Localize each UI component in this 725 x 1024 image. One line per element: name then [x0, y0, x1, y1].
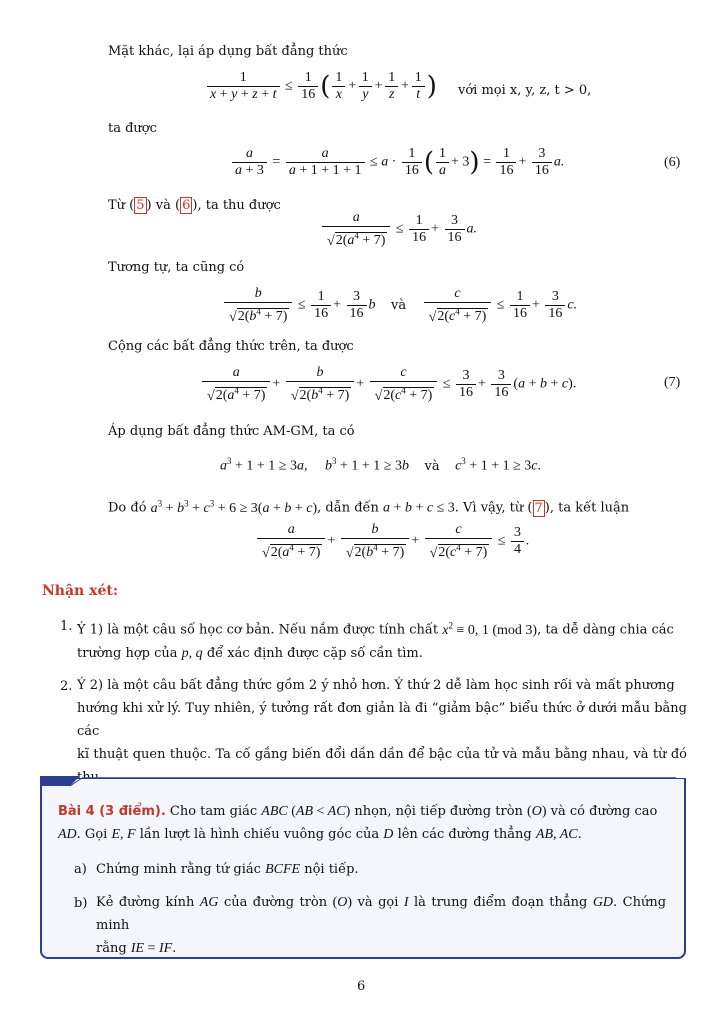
remark-1: Ý 1) là một câu số học cơ bản. Nếu nắm được tính chất $x^2 \equiv 0$, 1 (mod 3), ta dễ dàng chia các trường hợp của p, q để xác định được cặp số cần tìm.: [77, 620, 674, 661]
part-b-text-5: . Chứng minh: [96, 895, 667, 933]
inequality-a: a √ $2(a^4 + 7)$ ≤ $\frac{1}{16}$ + $\frac{3}{16}$ a.: [320, 210, 477, 249]
condition-text: với mọi x, y, z, t > 0,: [458, 83, 592, 98]
remark-1-a: Ý 1) là một câu số học cơ bản. Nếu nắm được tính chất: [77, 622, 439, 638]
conclusion-b: , dẫn đến: [317, 500, 379, 516]
part-b-text-3: và gọi: [357, 895, 399, 910]
inequality-b-c: b √ $2(b^4 + 7)$ ≤ $\frac{1}{16}$ + $\frac{3}{16}$ b và c √ $2(c^4 + 7)$ ≤ $\frac{1}{16}$ + $\frac{3}{16}$ c.: [222, 286, 577, 325]
remark-1-b: , ta dễ dàng chia các: [537, 622, 674, 638]
final-inequality: a √ $2(a^4 + 7)$ + b √ $2(b^4 + 7)$ + c √ $2(c^4 + 7)$ ≤ $\frac{3}{4}$ .: [255, 522, 529, 561]
part-b-text-1: Kẻ đường kính: [96, 895, 195, 910]
ref-7[interactable]: 7: [534, 500, 543, 516]
problem-box-header-decoration: [40, 776, 684, 788]
similarly-text: Tương tự, ta cũng có: [108, 260, 245, 275]
problem-text-a: Cho tam giác: [169, 804, 258, 819]
problem-text-e: lần lượt là hình chiếu vuông góc của: [139, 827, 380, 842]
adding-text: Cộng các bất đẳng thức trên, ta được: [108, 339, 354, 354]
equation-6: $\frac{a}{a + 3}$ = $\frac{a}{a + 1 + 1 + 1}$ ≤ a · $\frac{1}{16}$ ( $\frac{1}{a}$ + 3) = $\frac{1}{16}$ + $\frac{3}{16}$ a.: [230, 146, 564, 179]
problem-statement: Bài 4 (3 điểm). Cho tam giác ABC (AB < AC) nhọn, nội tiếp đường tròn (O) và có đường cao AD. Gọi E, F lần lượt là hình chiếu vuông góc của D lên các đường thẳng AB, AC.: [58, 804, 658, 842]
equation-7-number: (7): [664, 375, 681, 390]
inequality-harmonic: $\frac{1}{x + y + z + t}$ ≤ $\frac{1}{16}$ ( $\frac{1}{x}$ + $\frac{1}{y}$ + $\frac{1}{z}$ + $\frac{1}{t}$ ): [205, 70, 437, 103]
remark-2-line: kĩ thuật quen thuộc. Ta cố gắng biến đổi dần dần để bậc của tử và mẫu bằng nhau, và từ đó: [77, 747, 687, 762]
we-get-label: , ta thu được: [197, 198, 281, 213]
remark-1-number: 1.: [60, 619, 73, 634]
intro-text: Mặt khác, lại áp dụng bất đẳng thức: [108, 44, 348, 59]
from-label: Từ: [108, 198, 126, 213]
part-a-label: a): [74, 862, 87, 877]
part-a: Chứng minh rằng tứ giác BCFE nội tiếp.: [96, 862, 359, 877]
part-a-text: Chứng minh rằng tứ giác: [96, 862, 261, 877]
conclusion-c: . Vì vậy, từ: [454, 500, 524, 516]
ref-6[interactable]: 6: [182, 198, 191, 213]
part-b-text-2: của đường tròn: [223, 895, 328, 910]
part-a-end: nội tiếp.: [304, 862, 359, 877]
remark-2-line: hướng khi xử lý. Tuy nhiên, ý tưởng rất đơn giản là đi “giảm bậc” biểu thức ở dưới mẫu bằng các: [77, 701, 687, 739]
part-b: Kẻ đường kính AG của đường tròn (O) và gọi I là trung điểm đoạn thẳng GD. Chứng minh rằng IE = IF.: [96, 895, 667, 956]
remark-2-line: Ý 2) là một câu bất đẳng thức gồm 2 ý nhỏ hơn. Ý thứ 2 dễ làm học sinh rối và mất phương: [77, 678, 675, 693]
from-5-6-text: Từ ( 5 ) và ( 6 ), ta thu được: [108, 198, 281, 213]
page-number: 6: [357, 979, 366, 994]
equation-7: a √ $2(a^4 + 7)$ + b √ $2(b^4 + 7)$ + c √ $2(c^4 + 7)$ ≤ $\frac{3}{16}$ + $\frac{3}{16}$ (a + b + c).: [200, 365, 576, 404]
then-text: ta được: [108, 121, 157, 136]
equation-6-number: (6): [664, 155, 681, 170]
amgm-inequalities: $a^3 + 1 + 1 \ge 3a$, $b^3 + 1 + 1 \ge 3b$ và $c^3 + 1 + 1 \ge 3c$.: [220, 456, 541, 474]
header-tab-shape: [40, 776, 80, 786]
remark-title: Nhận xét:: [42, 583, 118, 599]
part-b-text-6: rằng: [96, 941, 127, 956]
problem-text-b: nhọn, nội tiếp đường tròn: [354, 804, 523, 819]
problem-label: Bài 4 (3 điểm).: [58, 804, 166, 819]
problem-text-f: lên các đường thẳng: [397, 827, 532, 842]
remark-2-number: 2.: [60, 679, 73, 694]
problem-text-c: và có đường cao: [550, 804, 658, 819]
conclusion-text: Do đó $a^3 + b^3 + c^3 + 6 \ge 3(a + b + c)$, dẫn đến a + b + c ≤ 3. Vì vậy, từ ( 7 ), ta kết luận: [108, 498, 630, 516]
part-b-label: b): [74, 896, 88, 911]
conclusion-a: Do đó: [108, 500, 147, 516]
and-label: và: [155, 198, 171, 213]
amgm-text: Áp dụng bất đẳng thức AM-GM, ta có: [108, 424, 355, 439]
part-b-text-4: là trung điểm đoạn thẳng: [413, 895, 588, 910]
problem-text-d: . Gọi: [76, 827, 108, 842]
ref-5[interactable]: 5: [136, 198, 145, 213]
remark-1-c: trường hợp của: [77, 645, 178, 661]
conclusion-d: , ta kết luận: [549, 500, 630, 516]
remark-1-d: để xác định được cặp số cần tìm.: [206, 645, 423, 661]
